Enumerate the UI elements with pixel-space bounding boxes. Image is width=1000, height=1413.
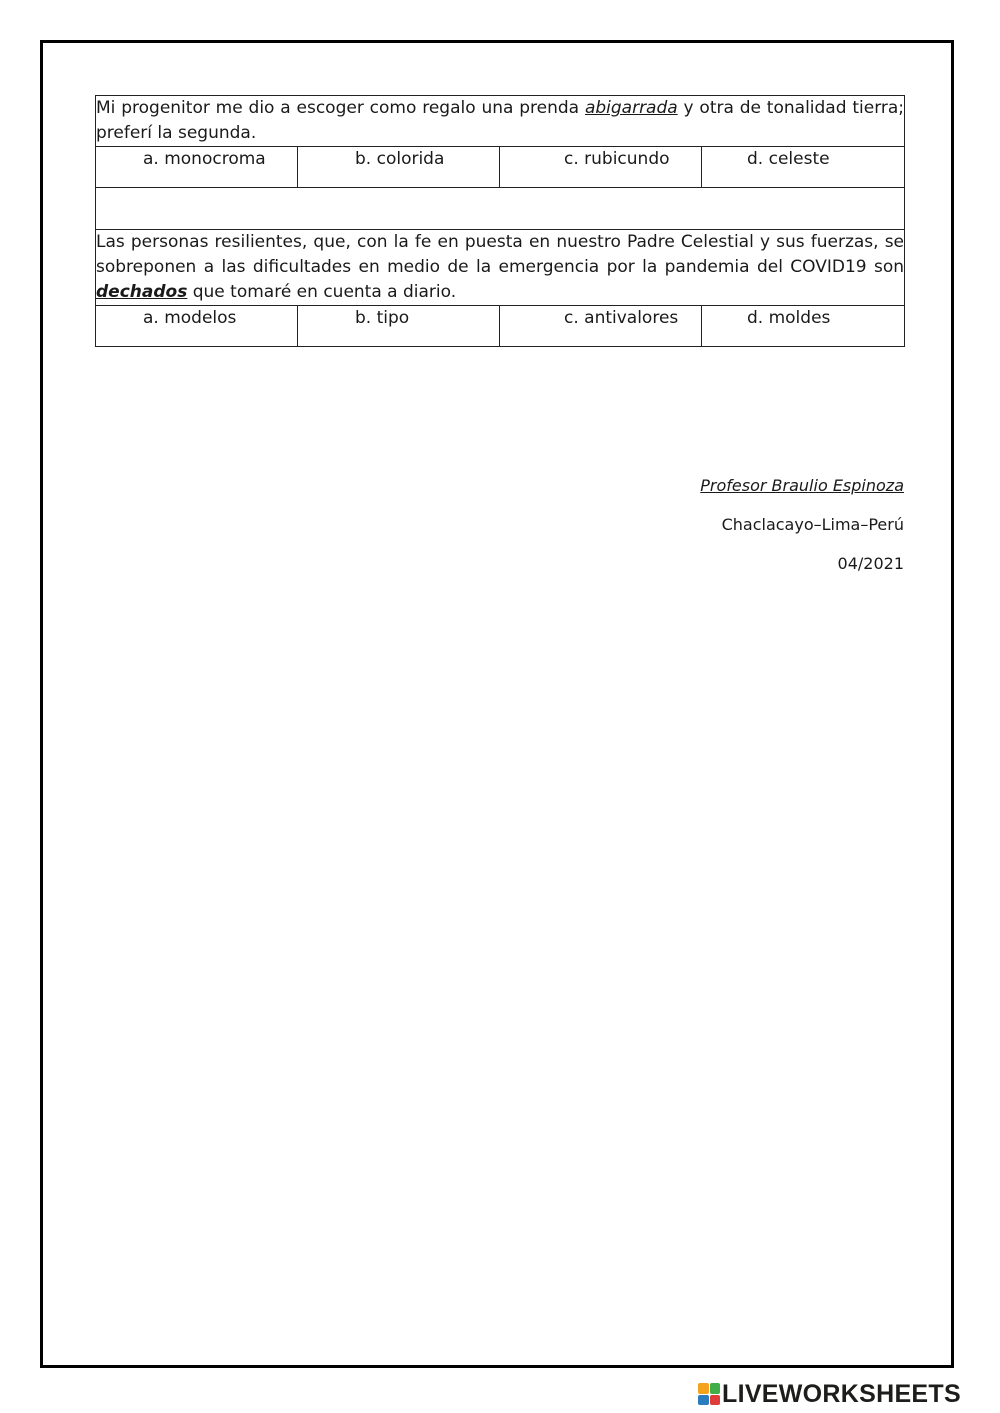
- option-label: b. tipo: [355, 308, 410, 328]
- option-label: a. monocroma: [143, 149, 266, 169]
- option-cell[interactable]: [702, 147, 905, 188]
- option-cell[interactable]: [702, 306, 905, 347]
- liveworksheets-brand[interactable]: [698, 1380, 961, 1408]
- question-stem: Las personas resilientes, que, con la fe en puesta en nuestro Padre Celestial y sus fuerzas, se sobreponen a las dificultades en medio de la emergencia por la pandemia del COVID19 son dechados que tomaré en cuenta a diario.: [96, 230, 905, 306]
- document-date: 04/2021: [837, 554, 904, 573]
- option-cell[interactable]: [96, 306, 298, 347]
- logo-square: [710, 1395, 721, 1406]
- option-label: b. colorida: [355, 149, 445, 169]
- logo-square: [698, 1395, 709, 1406]
- keyword: dechados: [96, 282, 188, 302]
- question-row: [96, 96, 905, 147]
- liveworksheets-logo-icon: [698, 1383, 720, 1405]
- author-location: Chaclacayo–Lima–Perú: [721, 515, 904, 534]
- options-row: [96, 147, 905, 188]
- option-label: d. celeste: [747, 149, 830, 169]
- author-name: Profesor Braulio Espinoza: [700, 476, 904, 495]
- brand-text: LIVEWORKSHEETS: [722, 1379, 961, 1408]
- logo-square: [710, 1383, 721, 1394]
- option-label: c. rubicundo: [564, 149, 670, 169]
- keyword: abigarrada: [584, 98, 678, 118]
- spacer-cell: [96, 188, 905, 230]
- option-cell[interactable]: [298, 147, 500, 188]
- option-label: d. moldes: [747, 308, 831, 328]
- option-cell[interactable]: [298, 306, 500, 347]
- option-label: a. modelos: [143, 308, 237, 328]
- option-cell[interactable]: [500, 306, 702, 347]
- options-row: [96, 306, 905, 347]
- question-stem: Mi progenitor me dio a escoger como regalo una prenda abigarrada y otra de tonalidad tierra; preferí la segunda.: [96, 96, 905, 147]
- spacer-row: [96, 188, 905, 230]
- logo-square: [698, 1383, 709, 1394]
- option-cell[interactable]: [96, 147, 298, 188]
- question-row: [96, 230, 905, 306]
- option-label: c. antivalores: [564, 308, 679, 328]
- option-cell[interactable]: [500, 147, 702, 188]
- question-table: [95, 95, 905, 347]
